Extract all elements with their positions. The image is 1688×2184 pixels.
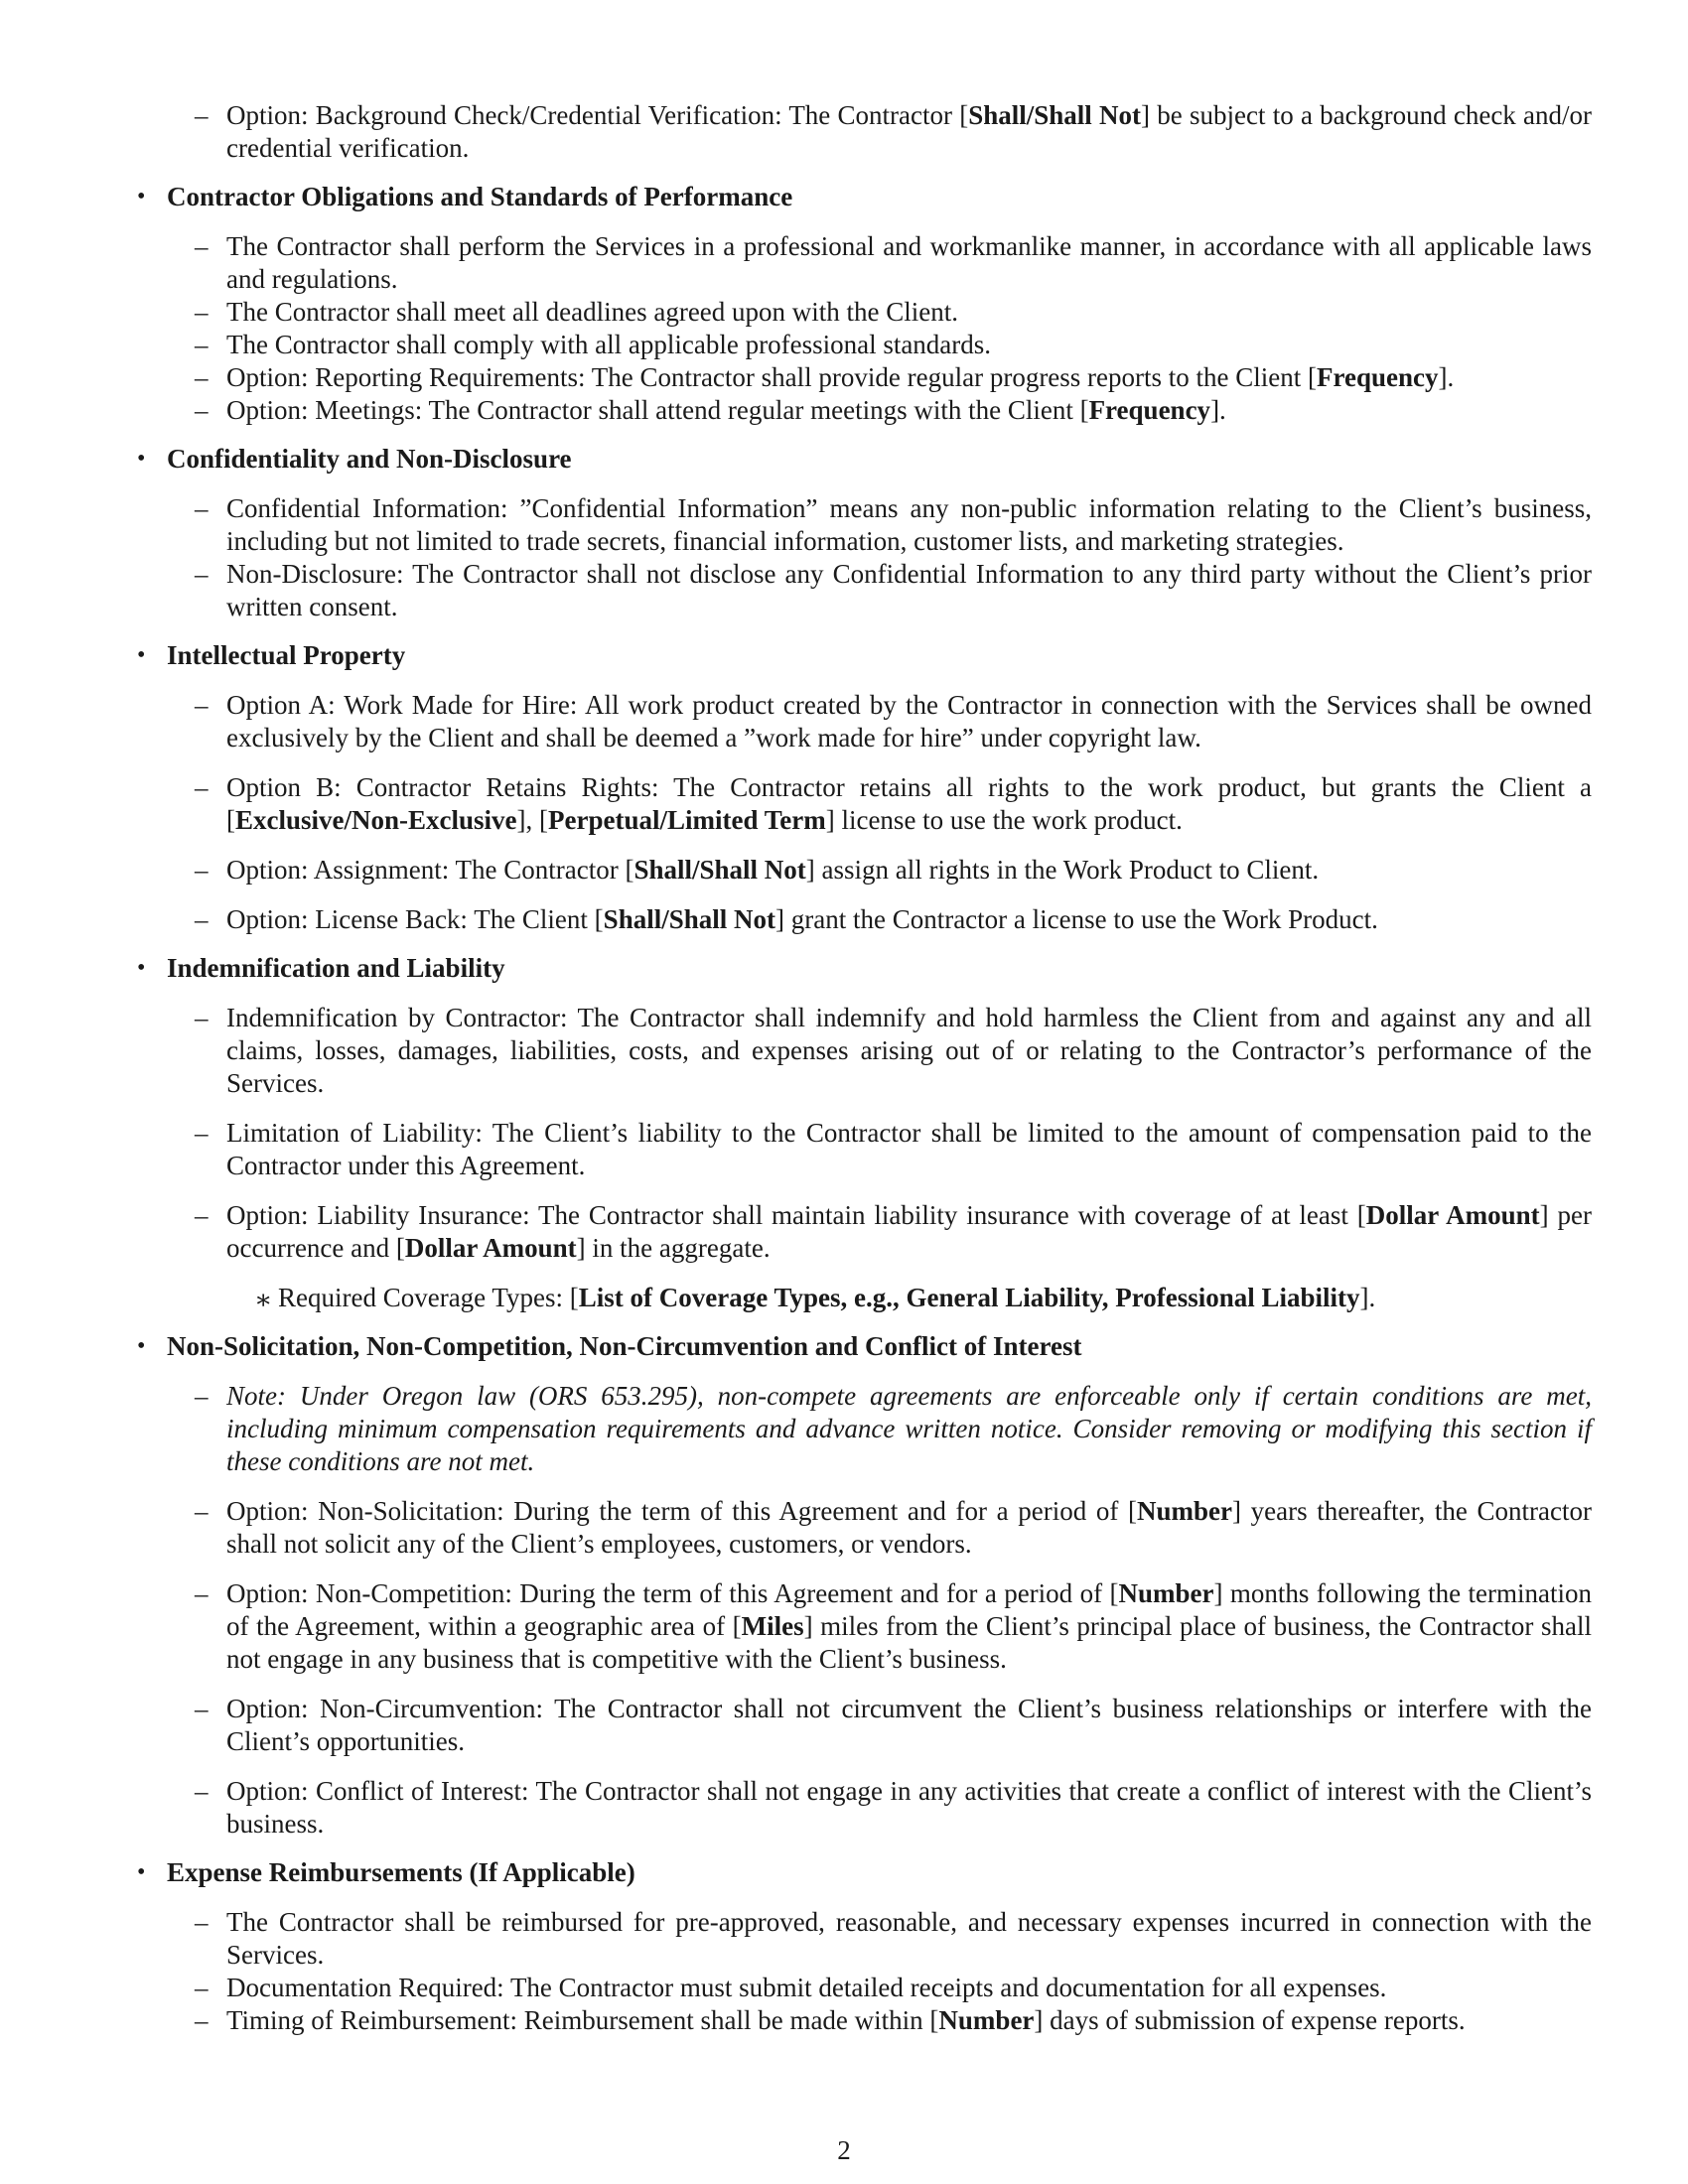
text-segment: Option: Non-Solicitation: During the term of this Agreement and for a period of [ bbox=[226, 1496, 1137, 1526]
text-segment: The Contractor shall comply with all applicable professional standards. bbox=[226, 330, 992, 359]
dash-icon: – bbox=[195, 1578, 209, 1608]
item-text bbox=[226, 1972, 1592, 2004]
text-segment: Required Coverage Types: [ bbox=[278, 1283, 579, 1312]
item-text bbox=[226, 1380, 1592, 1478]
list-item bbox=[167, 1693, 1592, 1758]
dash-icon: – bbox=[195, 1381, 209, 1411]
text-segment: Option B: Contractor Retains Rights: The Contractor retains all rights to the work product, but grants the Client a [ bbox=[226, 772, 1592, 835]
text-segment: Option: Liability Insurance: The Contractor shall maintain liability insurance with coverage of at least [ bbox=[226, 1200, 1366, 1230]
item-text bbox=[226, 329, 1592, 361]
list-item bbox=[167, 99, 1592, 165]
item-text bbox=[226, 99, 1592, 165]
text-segment: Option: Meetings: The Contractor shall attend regular meetings with the Client [ bbox=[226, 395, 1089, 425]
list-item bbox=[167, 771, 1592, 837]
item-text bbox=[226, 492, 1592, 558]
item-text bbox=[226, 558, 1592, 623]
list-item bbox=[167, 394, 1592, 427]
item-text bbox=[226, 1693, 1592, 1758]
item-list bbox=[167, 689, 1592, 936]
text-segment: ] in the aggregate. bbox=[576, 1233, 771, 1263]
section-title: Contractor Obligations and Standards of Performance bbox=[167, 182, 793, 211]
item-text bbox=[226, 361, 1592, 394]
bullet-icon: • bbox=[137, 955, 146, 981]
dash-icon: – bbox=[195, 362, 209, 392]
text-segment: ] months following the termination of the Agreement, within a geographic area of [ bbox=[226, 1578, 1592, 1641]
text-segment: Confidential Information: ”Confidential Information” means any non-public information relating to the Client’s business, including but not limited to trade secrets, financial information, customer lists, and marketing strategies. bbox=[226, 493, 1592, 556]
dash-icon: – bbox=[195, 904, 209, 934]
text-segment: ]. bbox=[1359, 1283, 1376, 1312]
item-text bbox=[226, 689, 1592, 754]
list-item bbox=[167, 854, 1592, 887]
item-list bbox=[167, 492, 1592, 623]
item-list bbox=[167, 1002, 1592, 1314]
text-segment: The Contractor shall perform the Services in a professional and workmanlike manner, in accordance with all applicable laws and regulations. bbox=[226, 231, 1592, 294]
text-segment: ] be subject to a background check and/or credential verification. bbox=[226, 100, 1593, 163]
item-text bbox=[226, 230, 1592, 296]
dash-icon: – bbox=[195, 1694, 209, 1723]
text-segment: ] years thereafter, the Contractor shall not solicit any of the Client’s employees, customers, or vendors. bbox=[226, 1496, 1592, 1559]
list-item bbox=[167, 689, 1592, 754]
dash-icon: – bbox=[195, 297, 209, 327]
bullet-icon: • bbox=[137, 642, 146, 668]
text-segment: Non-Disclosure: The Contractor shall not disclose any Confidential Information to any third party without the Client’s prior written consent. bbox=[226, 559, 1592, 621]
placeholder-term: Exclusive/Non-Exclusive bbox=[235, 805, 517, 835]
placeholder-term: List of Coverage Types, e.g., General Liability, Professional Liability bbox=[578, 1283, 1360, 1312]
dash-icon: – bbox=[195, 1200, 209, 1230]
dash-icon: – bbox=[195, 559, 209, 589]
placeholder-term: Frequency bbox=[1317, 362, 1439, 392]
placeholder-term: Shall/Shall Not bbox=[633, 855, 806, 885]
page-number: 2 bbox=[837, 2135, 851, 2165]
dash-icon: – bbox=[195, 1776, 209, 1806]
item-text bbox=[226, 2004, 1592, 2037]
text-segment: ] assign all rights in the Work Product to Client. bbox=[805, 855, 1320, 885]
list-item bbox=[167, 1002, 1592, 1100]
placeholder-term: Number bbox=[1136, 1496, 1232, 1526]
section bbox=[132, 952, 1592, 1314]
text-segment: ] days of submission of expense reports. bbox=[1034, 2005, 1466, 2035]
placeholder-term: Number bbox=[938, 2005, 1035, 2035]
item-list bbox=[167, 1380, 1592, 1841]
document-body bbox=[132, 99, 1592, 2037]
item-list bbox=[167, 1906, 1592, 2037]
dash-icon: – bbox=[195, 1907, 209, 1937]
section bbox=[132, 181, 1592, 427]
dash-icon: – bbox=[195, 395, 209, 425]
text-segment: ] grant the Contractor a license to use the Work Product. bbox=[774, 904, 1378, 934]
list-item bbox=[167, 2004, 1592, 2037]
list-item bbox=[167, 296, 1592, 329]
dash-icon: – bbox=[195, 855, 209, 885]
dash-icon: – bbox=[195, 330, 209, 359]
note-item bbox=[167, 1380, 1592, 1478]
item-text bbox=[226, 1199, 1592, 1265]
text-segment: Documentation Required: The Contractor must submit detailed receipts and documentation for all expenses. bbox=[226, 1973, 1387, 2002]
placeholder-term: Dollar Amount bbox=[404, 1233, 577, 1263]
section-title: Confidentiality and Non-Disclosure bbox=[167, 444, 572, 474]
item-text bbox=[226, 394, 1592, 427]
placeholder-term: Dollar Amount bbox=[1365, 1200, 1540, 1230]
sub-item bbox=[226, 1282, 1592, 1314]
item-text bbox=[226, 854, 1592, 887]
item-text bbox=[226, 1775, 1592, 1841]
section-title: Expense Reimbursements (If Applicable) bbox=[167, 1857, 635, 1887]
section-title: Indemnification and Liability bbox=[167, 953, 505, 983]
item-list bbox=[167, 230, 1592, 427]
bullet-icon: • bbox=[137, 184, 146, 209]
dash-icon: – bbox=[195, 690, 209, 720]
dash-icon: – bbox=[195, 231, 209, 261]
dash-icon: – bbox=[195, 2005, 209, 2035]
item-text bbox=[226, 1002, 1592, 1100]
section bbox=[132, 99, 1592, 165]
list-item bbox=[167, 230, 1592, 296]
bullet-icon: • bbox=[137, 1333, 146, 1359]
section bbox=[132, 639, 1592, 936]
list-item bbox=[167, 558, 1592, 623]
text-segment: The Contractor shall be reimbursed for pre-approved, reasonable, and necessary expenses incurred in connection with the Services. bbox=[226, 1907, 1592, 1970]
text-segment: Timing of Reimbursement: Reimbursement shall be made within [ bbox=[226, 2005, 939, 2035]
text-segment: ]. bbox=[1438, 362, 1455, 392]
text-segment: ] license to use the work product. bbox=[825, 805, 1183, 835]
dash-icon: – bbox=[195, 1003, 209, 1032]
list-item bbox=[167, 1775, 1592, 1841]
placeholder-term: Shall/Shall Not bbox=[603, 904, 775, 934]
dash-icon: – bbox=[195, 493, 209, 523]
text-segment: ]. bbox=[1210, 395, 1226, 425]
item-text bbox=[226, 903, 1592, 936]
item-text bbox=[226, 1577, 1592, 1676]
text-segment: Option A: Work Made for Hire: All work product created by the Contractor in connection with the Services shall be owned exclusively by the Client and shall be deemed a ”work made for hire” under copyright law. bbox=[226, 690, 1592, 752]
dash-icon: – bbox=[195, 772, 209, 802]
text-segment: Limitation of Liability: The Client’s liability to the Contractor shall be limited to the amount of compensation paid to the Contractor under this Agreement. bbox=[226, 1118, 1592, 1180]
dash-icon: – bbox=[195, 1118, 209, 1148]
placeholder-term: Shall/Shall Not bbox=[968, 100, 1142, 130]
item-list bbox=[167, 99, 1592, 165]
list-item bbox=[167, 903, 1592, 936]
item-text bbox=[226, 771, 1592, 837]
asterisk-icon: ∗ bbox=[254, 1285, 273, 1314]
list-item bbox=[167, 361, 1592, 394]
text-segment: ], [ bbox=[516, 805, 548, 835]
section-title: Non-Solicitation, Non-Competition, Non-Circumvention and Conflict of Interest bbox=[167, 1331, 1082, 1361]
item-text bbox=[226, 1117, 1592, 1182]
text-segment: Option: License Back: The Client [ bbox=[226, 904, 604, 934]
dash-icon: – bbox=[195, 100, 209, 130]
text-segment: The Contractor shall meet all deadlines agreed upon with the Client. bbox=[226, 297, 959, 327]
text-segment: ] miles from the Client’s principal place of business, the Contractor shall not engage in any business that is competitive with the Client’s business. bbox=[226, 1611, 1592, 1674]
text-segment: Indemnification by Contractor: The Contractor shall indemnify and hold harmless the Client from and against any and all claims, losses, damages, liabilities, costs, and expenses arising out of or relating to the Contractor’s performance of the Services. bbox=[226, 1003, 1592, 1098]
list-item bbox=[167, 1577, 1592, 1676]
placeholder-term: Perpetual/Limited Term bbox=[548, 805, 826, 835]
text-segment: ] per occurrence and [ bbox=[226, 1200, 1593, 1263]
text-segment: Option: Background Check/Credential Verification: The Contractor [ bbox=[226, 100, 969, 130]
dash-icon: – bbox=[195, 1496, 209, 1526]
list-item bbox=[167, 329, 1592, 361]
text-segment: Note: Under Oregon law (ORS 653.295), non-compete agreements are enforceable only if certain conditions are met, including minimum compensation requirements and advance written notice. Consider removing or modifying this section if these conditions are not met. bbox=[226, 1381, 1592, 1476]
section-title: Intellectual Property bbox=[167, 640, 406, 670]
item-text bbox=[226, 296, 1592, 329]
text-segment: Option: Conflict of Interest: The Contractor shall not engage in any activities that create a conflict of interest with the Client’s business. bbox=[226, 1776, 1592, 1839]
item-text bbox=[226, 1495, 1592, 1561]
bullet-icon: • bbox=[137, 1859, 146, 1885]
list-item bbox=[167, 492, 1592, 558]
text-segment: Option: Non-Competition: During the term of this Agreement and for a period of [ bbox=[226, 1578, 1119, 1608]
list-item bbox=[167, 1495, 1592, 1561]
placeholder-term: Number bbox=[1118, 1578, 1214, 1608]
bullet-icon: • bbox=[137, 446, 146, 472]
item-text bbox=[226, 1906, 1592, 1972]
list-item bbox=[167, 1972, 1592, 2004]
list-item bbox=[167, 1199, 1592, 1314]
list-item bbox=[167, 1117, 1592, 1182]
section bbox=[132, 1856, 1592, 2037]
section bbox=[132, 443, 1592, 623]
placeholder-term: Frequency bbox=[1088, 395, 1211, 425]
section bbox=[132, 1330, 1592, 1841]
text-segment: Option: Non-Circumvention: The Contractor shall not circumvent the Client’s business relationships or interfere with the Client’s opportunities. bbox=[226, 1694, 1592, 1756]
text-segment: Option: Reporting Requirements: The Contractor shall provide regular progress reports to the Client [ bbox=[226, 362, 1318, 392]
dash-icon: – bbox=[195, 1973, 209, 2002]
list-item bbox=[167, 1906, 1592, 1972]
placeholder-term: Miles bbox=[741, 1611, 804, 1641]
text-segment: Option: Assignment: The Contractor [ bbox=[226, 855, 634, 885]
